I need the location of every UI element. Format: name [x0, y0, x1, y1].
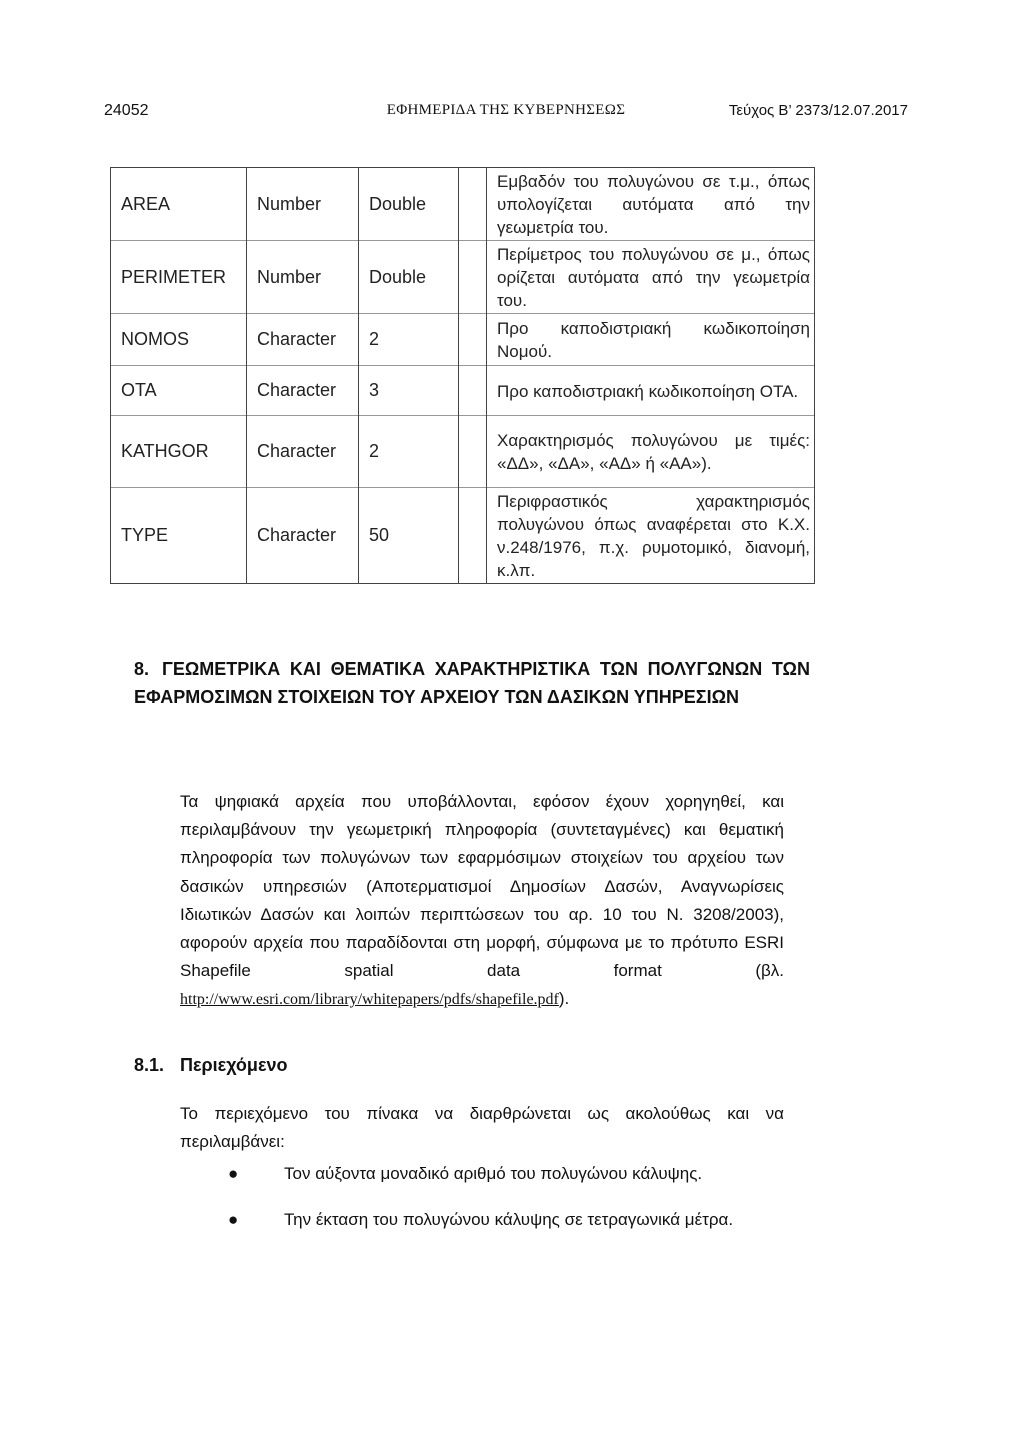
- field-type: Number: [247, 168, 359, 241]
- field-size: 2: [359, 416, 459, 488]
- subsection-heading: [134, 1055, 288, 1076]
- empty-cell: [459, 416, 487, 488]
- empty-cell: [459, 168, 487, 241]
- bullet-icon: ●: [228, 1210, 239, 1229]
- page-header: [104, 102, 908, 126]
- field-name: TYPE: [111, 488, 247, 584]
- field-size: 50: [359, 488, 459, 584]
- field-name: NOMOS: [111, 314, 247, 366]
- section-heading: [134, 655, 810, 711]
- fields-table: [110, 167, 815, 584]
- empty-cell: [459, 488, 487, 584]
- paragraph-suffix: ).: [558, 989, 570, 1009]
- empty-cell: [459, 314, 487, 366]
- issue-label: Τεύχος Β’ 2373/12.07.2017: [728, 102, 908, 119]
- shapefile-link[interactable]: http://www.esri.com/library/whitepapers/pdfs/shapefile.pdf: [180, 991, 559, 1009]
- list-item: [228, 1160, 784, 1188]
- subsection-number: 8.1.: [134, 1055, 165, 1075]
- bullet-icon: ●: [228, 1164, 239, 1183]
- section-paragraph: [180, 788, 784, 1015]
- field-name: PERIMETER: [111, 241, 247, 314]
- field-description: Προ καποδιστριακή κωδικοποίηση ΟΤΑ.: [487, 366, 815, 416]
- paragraph-text: Τα ψηφιακά αρχεία που υποβάλλονται, εφόσον έχουν χορηγηθεί, και περιλαμβάνουν την γεωμετρική πληροφορία (συντεταγμένες) και θεματική πληροφορία των πολυγώνων των εφαρμόσιμων στοιχείων του αρχείου των δασικών υπηρεσιών (Αποτερματισμοί Δημοσίων Δασών, Αναγνωρίσεις Ιδιωτικών Δασών και λοιπών περιπτώσεων του αρ. 10 του Ν. 3208/2003), αφορούν αρχεία που παραδίδονται στη μορφή, σύμφωνα με το πρότυπο ESRI Shapefile spatial data format: [180, 792, 784, 981]
- field-type: Character: [247, 366, 359, 416]
- empty-cell: [459, 241, 487, 314]
- field-size: 3: [359, 366, 459, 416]
- table-row: [111, 241, 815, 314]
- list-item: [228, 1206, 784, 1234]
- empty-cell: [459, 366, 487, 416]
- field-name: OTA: [111, 366, 247, 416]
- field-type: Number: [247, 241, 359, 314]
- subsection-title: Περιεχόμενο: [180, 1055, 288, 1075]
- table-row: [111, 314, 815, 366]
- subsection-intro: Το περιεχόμενο του πίνακα να διαρθρώνεται ως ακολούθως και να περιλαμβάνει:: [180, 1104, 784, 1151]
- table-row: [111, 366, 815, 416]
- field-type: Character: [247, 488, 359, 584]
- field-description: Περίμετρος του πολυγώνου σε μ., όπως ορίζεται αυτόματα από την γεωμετρία του.: [487, 241, 815, 314]
- table-row: [111, 488, 815, 584]
- field-description: Περιφραστικός χαρακτηρισμός πολυγώνου όπως αναφέρεται στο Κ.Χ. ν.248/1976, π.χ. ρυμοτομικό, διανομή, κ.λπ.: [487, 488, 815, 584]
- section-number: 8.: [134, 659, 150, 679]
- field-name: KATHGOR: [111, 416, 247, 488]
- section-title: ΓΕΩΜΕΤΡΙΚΑ ΚΑΙ ΘΕΜΑΤΙΚΑ ΧΑΡΑΚΤΗΡΙΣΤΙΚΑ ΤΩΝ ΠΟΛΥΓΩΝΩΝ ΤΩΝ ΕΦΑΡΜΟΣΙΜΩΝ ΣΤΟΙΧΕΙΩΝ ΤΟΥ ΑΡΧΕΙΟΥ ΤΩΝ ΔΑΣΙΚΩΝ ΥΠΗΡΕΣΙΩΝ: [134, 659, 810, 707]
- field-description: Εμβαδόν του πολυγώνου σε τ.μ., όπως υπολογίζεται αυτόματα από την γεωμετρία του.: [487, 168, 815, 241]
- field-size: Double: [359, 241, 459, 314]
- field-name: AREA: [111, 168, 247, 241]
- paragraph-prefix: (βλ.: [755, 961, 784, 981]
- list-item-text: Την έκταση του πολυγώνου κάλυψης σε τετραγωνικά μέτρα.: [284, 1210, 734, 1229]
- field-description: Προ καποδιστριακή κωδικοποίηση Νομού.: [487, 314, 815, 366]
- page-number: 24052: [104, 102, 149, 119]
- field-type: Character: [247, 314, 359, 366]
- field-type: Character: [247, 416, 359, 488]
- table-row: [111, 416, 815, 488]
- table-row: [111, 168, 815, 241]
- field-size: 2: [359, 314, 459, 366]
- list-item-text: Τον αύξοντα μοναδικό αριθμό του πολυγώνου κάλυψης.: [284, 1164, 703, 1183]
- gazette-title: ΕΦΗΜΕΡΙΔΑ ΤΗΣ ΚΥΒΕΡΝΗΣΕΩΣ: [386, 102, 626, 118]
- field-description: Χαρακτηρισμός πολυγώνου με τιμές: «ΔΔ», «ΔΑ», «ΑΔ» ή «ΑΑ»).: [487, 416, 815, 488]
- field-size: Double: [359, 168, 459, 241]
